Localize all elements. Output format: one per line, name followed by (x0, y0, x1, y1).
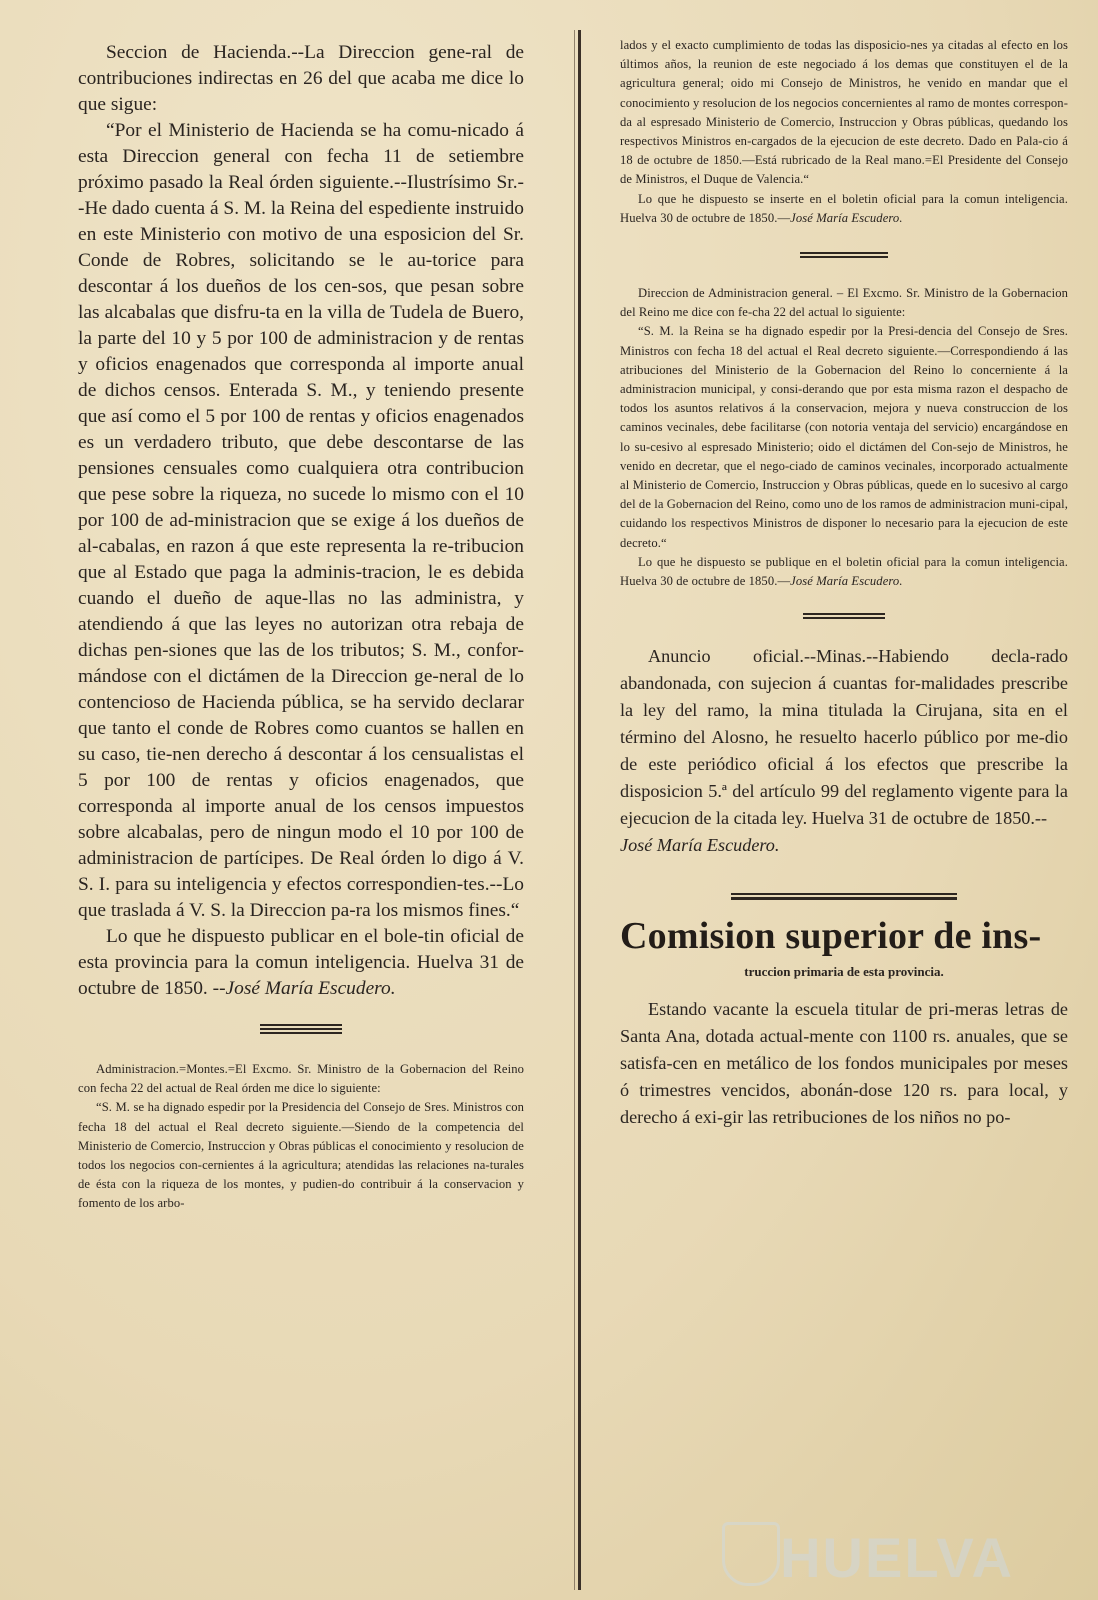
signature: José María Escudero. (790, 574, 903, 589)
section-rule-long (731, 893, 957, 900)
column-divider (578, 30, 581, 1590)
montes-continuation (620, 36, 1068, 228)
archive-emblem-icon (722, 1522, 780, 1586)
minas-section (620, 643, 1068, 859)
caminos-intro: Direccion de Administracion general. – El Excmo. Sr. Ministro de la Gobernacion del Reino me dice con fe-cha 22 del actual lo siguiente: (620, 286, 1068, 320)
hacienda-closing-text: Lo que he dispuesto publicar en el bole-tin oficial de esta provincia para la comun inteligencia. Huelva 31 de octubre de 1850. (78, 926, 524, 999)
caminos-closing (620, 553, 1068, 591)
signature: José María Escudero. (620, 835, 780, 856)
hacienda-intro: Seccion de Hacienda.--La Direccion gene-ral de contribuciones indirectas en 26 del que acaba me dice lo que sigue: (78, 42, 524, 115)
signature: José María Escudero. (790, 210, 903, 225)
montes-closing-text: Lo que he dispuesto se inserte en el boletin oficial para la comun inteligencia. Huelva 30 de octubre de 1850.— (620, 191, 1068, 225)
caminos-closing-text: Lo que he dispuesto se publique en el boletin oficial para la comun inteligencia. Huelva 30 de octubre de 1850.— (620, 554, 1068, 589)
montes-section (78, 1060, 524, 1214)
montes-closing (620, 190, 1068, 228)
column-divider-thin (574, 30, 575, 1590)
instruccion-section (620, 996, 1068, 1131)
section-rule (803, 613, 885, 619)
montes-decree: “S. M. se ha dignado espedir por la Presidencia del Consejo de Sres. Ministros con fecha 18 del actual el Real decreto siguiente.—Siendo de la competencia del Ministerio de Comercio, Instruccion y Obras públicas el conocimiento y resolucion de todos los negocios con-cernientes á la agricultura; atendidas las relaciones na-turales de ésta con la riqueza de los montes, y pudien-do contribuir á la conservacion y fomento de los arbo- (78, 1100, 524, 1211)
hacienda-section (78, 40, 524, 1002)
section-heading: Comision superior de ins- (620, 915, 1042, 958)
section-rule (800, 252, 888, 258)
minas-notice: Anuncio oficial.--Minas.--Habiendo decla-rado abandonada, con sujecion á cuantas for-malidades prescribe la ley del ramo, la mina titulada la Cirujana, sita en el término del Alosno, he resuelto hacerlo público por me-dio de este periódico oficial á los efectos que prescribe la disposicion 5.ª del artículo 99 del reglamento vigente para la ejecucion de la citada ley. Huelva 31 de octubre de 1850.-- (620, 646, 1068, 829)
right-column (620, 36, 1068, 1131)
section-rule (260, 1024, 342, 1034)
signature: --José María Escudero. (212, 978, 396, 999)
caminos-section (620, 284, 1068, 591)
montes-intro: Administracion.=Montes.=El Excmo. Sr. Ministro de la Gobernacion del Reino con fecha 22 del actual de Real órden me dice lo siguiente: (78, 1062, 524, 1096)
instruccion-notice: Estando vacante la escuela titular de pri-meras letras de Santa Ana, dotada actual-mente con 1100 rs. anuales, que se satisfa-cen en metálico de los fondos municipales por meses ó trimestres vencidos, abonán-dose 120 rs. para local, y derecho á exi-gir las retribuciones de los niños no po- (620, 999, 1068, 1128)
left-column (78, 40, 524, 1214)
minas-signature (620, 832, 1068, 859)
section-subheading: truccion primaria de esta provincia. (744, 964, 944, 980)
archive-watermark: HUELVA (780, 1526, 1014, 1589)
caminos-decree: “S. M. la Reina se ha dignado espedir por la Presi-dencia del Consejo de Sres. Ministros con fecha 18 del actual el Real decreto siguiente.—Correspondiendo á las atribuciones del Ministerio de la Gobernacion del Reino lo concerniente á la administracion municipal, y consi-derando que por esta misma razon el despacho de todos los asuntos relativos á la conservacion, mejora y nueva construccion de los caminos vecinales, debe facilitarse (con notoria ventaja del servicio) encargándose en lo su-cesivo al espresado Ministerio; oido el dictámen del Con-sejo de Ministros, he venido en decretar, que el nego-ciado de caminos vecinales, incorporado actualmente al Ministerio de Comercio, Instruccion y Obras públicas, quede en lo sucesivo al cargo del de la Gobernacion del Reino, como uno de los ramos de administracion muni-cipal, cuidando los respectivos Ministros de disponer lo necesario para la ejecucion de este decreto.“ (620, 324, 1069, 550)
hacienda-body: “Por el Ministerio de Hacienda se ha comu-nicado á esta Direccion general con fecha 11 de setiembre próximo pasado la Real órden siguiente.--Ilustrísimo Sr.--He dado cuenta á S. M. la Reina del espediente instruido en este Ministerio con motivo de una esposicion del Sr. Conde de Robres, solicitando se le au-torice para descontar á los dueños de los cen-sos, que pesan sobre las alcabalas que disfru-ta en la villa de Tudela de Buero, la parte del 10 y 5 por 100 de administracion y de rentas y oficios enagenados que corresponda al importe anual de dichos censos. Enterada S. M., y teniendo presente que así como el 5 por 100 de rentas y oficios enagenados es un verdadero tributo, que debe descontarse de las pensiones censuales como cualquiera otra contribucion que pese sobre la riqueza, no sucede lo mismo con el 10 por 100 de ad-ministracion que se exige á los dueños de al-cabalas, en razon á que este representa la re-tribucion que al Estado que paga la adminis-tracion, le es debida cuando el dueño de aque-llas no las administra, y atendiendo á que las leyes no autorizan otra rebaja de dichas pen-siones que las de los tributos; S. M., confor-mándose con el dictámen de la Direccion ge-neral de lo contencioso de Hacienda pública, se ha servido declarar que tanto el conde de Robres como cuantos se hallen en su caso, tie-nen derecho á descontar á los censualistas el 5 por 100 de rentas y oficios enagenados, que corresponda al importe anual de los censos impuestos sobre alcabalas, pero de ningun modo el 10 por 100 de administracion de partícipes. De Real órden lo digo á V. S. I. para su inteligencia y efectos correspondien-tes.--Lo que traslada á V. S. la Direccion pa-ra los mismos fines.“ (78, 120, 524, 921)
hacienda-closing (78, 924, 524, 1002)
montes-decree-cont: lados y el exacto cumplimiento de todas las disposicio-nes ya citadas al efecto en los últimos años, la reunion de este negociado á los demas que constituyen el de la agricultura general; oido mi Consejo de Ministros, he venido en mandar que el conocimiento y resolucion de los negocios concernientes al ramo de montes correspon-da al espresado Ministerio de Comercio, Instruccion y Obras públicas, quedando los respectivos Ministros en-cargados de la ejecucion de este decreto. Dado en Pala-cio á 18 de octubre de 1850.—Está rubricado de la Real mano.=El Presidente del Consejo de Ministros, el Duque de Valencia.“ (620, 38, 1068, 187)
